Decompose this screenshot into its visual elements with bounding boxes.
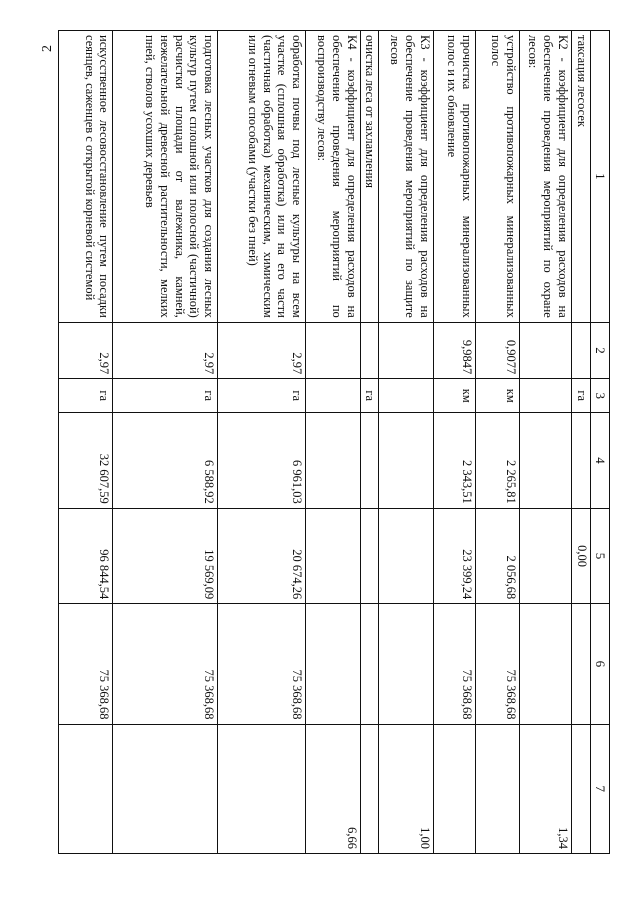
cell-unit [306, 379, 360, 413]
cell-cost: 19 569,09 [113, 508, 218, 604]
cell-cost: 96 844,54 [59, 508, 113, 604]
header-col-5: 5 [590, 508, 609, 604]
cell-coefficient [360, 724, 379, 854]
cell-cost: 20 674,26 [218, 508, 306, 604]
table-row [113, 31, 218, 854]
cell-cost: 0,00 [571, 508, 590, 604]
cell-base-rate [571, 604, 590, 724]
cell-cost [360, 508, 379, 604]
cell-quantity: 2,97 [218, 322, 306, 379]
cell-description: искусственное лесовосстановление путем посадки сеянцев, саженцев с открытой корневой системой [59, 31, 113, 323]
table-row [218, 31, 306, 854]
cell-coefficient [113, 724, 218, 854]
table-row [571, 31, 590, 854]
cell-rate: 2 265,81 [475, 413, 519, 509]
cell-unit: га [113, 379, 218, 413]
cell-rate: 2 343,51 [433, 413, 475, 509]
cell-coefficient [475, 724, 519, 854]
cell-coefficient [218, 724, 306, 854]
cell-rate [519, 413, 571, 509]
header-col-7: 7 [590, 724, 609, 854]
header-col-1: 1 [590, 31, 609, 323]
cell-rate [379, 413, 433, 509]
table-row [519, 31, 571, 854]
cell-base-rate [519, 604, 571, 724]
cell-unit: га [571, 379, 590, 413]
cell-description: обработка почвы под лесные культуры на всем участке (сплошная обработка) или на его части (частичная обработка) механическим, химическим или огневым способами (участки без пней) [218, 31, 306, 323]
cell-unit: га [360, 379, 379, 413]
header-col-4: 4 [590, 413, 609, 509]
cell-rate: 6 588,92 [113, 413, 218, 509]
cell-base-rate: 75 368,68 [218, 604, 306, 724]
cell-base-rate [379, 604, 433, 724]
cell-cost: 2 056,68 [475, 508, 519, 604]
cell-coefficient: 1,00 [379, 724, 433, 854]
cell-coefficient: 6,66 [306, 724, 360, 854]
cell-unit [379, 379, 433, 413]
cell-description: К2 - коэффициент для определения расходов на обеспечение проведения мероприятий по охране лесов: [519, 31, 571, 323]
cell-base-rate [306, 604, 360, 724]
cell-base-rate: 75 368,68 [113, 604, 218, 724]
cell-coefficient [571, 724, 590, 854]
page-number: 2 [40, 45, 55, 52]
cell-unit: км [475, 379, 519, 413]
cell-description: К4 - коэффициент для определения расходов на обеспечение проведения мероприятий по воспроизводству лесов: [306, 31, 360, 323]
cell-quantity: 2,97 [113, 322, 218, 379]
table-row [360, 31, 379, 854]
header-col-3: 3 [590, 379, 609, 413]
cell-rate [306, 413, 360, 509]
cell-description: устройство противопожарных минерализованных полос [475, 31, 519, 323]
cell-quantity: 0,9077 [475, 322, 519, 379]
cell-base-rate: 75 368,68 [59, 604, 113, 724]
cell-cost [519, 508, 571, 604]
table-row [306, 31, 360, 854]
cell-description: очистка леса от захламления [360, 31, 379, 323]
cell-unit [519, 379, 571, 413]
cell-coefficient [59, 724, 113, 854]
cell-unit: км [433, 379, 475, 413]
cell-cost [379, 508, 433, 604]
table-header-row [590, 31, 609, 854]
cell-rate: 6 961,03 [218, 413, 306, 509]
cell-rate: 32 607,59 [59, 413, 113, 509]
cost-table [58, 30, 610, 854]
table-row [433, 31, 475, 854]
rotated-page-content [40, 30, 610, 854]
cell-cost: 23 399,24 [433, 508, 475, 604]
table-row [59, 31, 113, 854]
table-row [379, 31, 433, 854]
cell-unit: га [218, 379, 306, 413]
cell-coefficient: 1,34 [519, 724, 571, 854]
table-row [475, 31, 519, 854]
cell-coefficient [433, 724, 475, 854]
cell-quantity [360, 322, 379, 379]
cell-quantity [379, 322, 433, 379]
cell-rate [360, 413, 379, 509]
cell-description: прочистка противопожарных минерализованных полос и их обновление [433, 31, 475, 323]
cell-quantity [519, 322, 571, 379]
cell-quantity: 2,97 [59, 322, 113, 379]
cell-base-rate [360, 604, 379, 724]
header-col-2: 2 [590, 322, 609, 379]
cell-cost [306, 508, 360, 604]
header-col-6: 6 [590, 604, 609, 724]
cell-unit: га [59, 379, 113, 413]
cell-description: подготовка лесных участков для создания лесных культур путем сплошной или полосной (частичной) расчистки площади от валежника, камней, нежелательной древесной растительности, мелких пней, стволов усохших деревьев [113, 31, 218, 323]
cell-rate [571, 413, 590, 509]
cell-description: К3 - коэффициент для определения расходов на обеспечение проведения мероприятий по защите лесов [379, 31, 433, 323]
cell-quantity [306, 322, 360, 379]
cell-base-rate: 75 368,68 [433, 604, 475, 724]
cell-quantity [571, 322, 590, 379]
cell-quantity: 9,9847 [433, 322, 475, 379]
cell-description: таксация лесосек [571, 31, 590, 323]
cell-base-rate: 75 368,68 [475, 604, 519, 724]
